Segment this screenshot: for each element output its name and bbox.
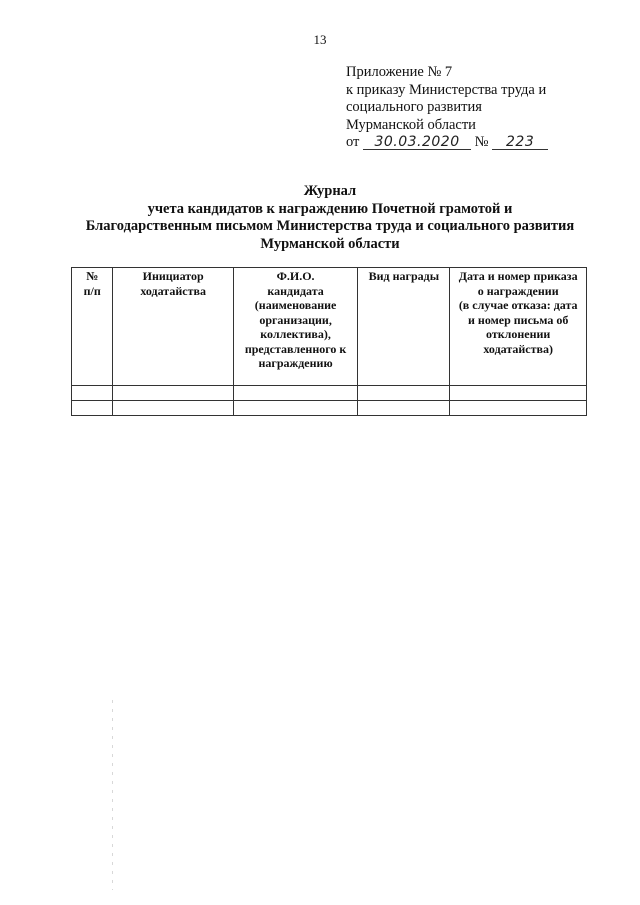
page-number: 13 [313, 32, 327, 47]
appendix-line: Мурманской области [346, 116, 476, 133]
scan-margin-artifact [112, 700, 113, 890]
journal-title [60, 183, 600, 253]
handwritten-number: 223 [492, 135, 548, 150]
title-line: Благодарственным письмом Министерства труда и социального развития [85, 218, 575, 234]
header-award-type: Вид награды [358, 268, 450, 386]
table-cell [358, 400, 450, 415]
table-row [72, 385, 587, 400]
table-header-row [72, 268, 587, 386]
order-date-number-row [346, 134, 548, 152]
header-number: № п/п [72, 268, 113, 386]
table-cell [113, 400, 233, 415]
table-row [72, 400, 587, 415]
appendix-block [346, 64, 548, 152]
from-label: от [346, 134, 360, 150]
appendix-line: социального развития [346, 99, 482, 115]
table-cell [450, 385, 587, 400]
number-label: № [474, 134, 489, 150]
table-cell [72, 400, 113, 415]
table-cell [72, 385, 113, 400]
table-cell [450, 400, 587, 415]
title-line: учета кандидатов к награждению Почетной грамотой и [147, 200, 513, 217]
table-cell [113, 385, 233, 400]
appendix-line: к приказу Министерства труда и [346, 81, 547, 98]
title-line: Журнал [303, 183, 357, 199]
journal-table [71, 267, 587, 416]
title-line: Мурманской области [260, 235, 400, 252]
table-cell [358, 385, 450, 400]
table-cell [233, 400, 357, 415]
appendix-line: Приложение № 7 [346, 64, 453, 80]
handwritten-date: 30.03.2020 [363, 135, 471, 150]
table-cell [233, 385, 357, 400]
header-candidate: Ф.И.О. кандидата (наименование организации, коллектива), представленного к награждению [233, 268, 357, 386]
header-initiator: Инициатор ходатайства [113, 268, 233, 386]
header-order-date-number: Дата и номер приказа о награждении (в случае отказа: дата и номер письма об отклонении ходатайства) [450, 268, 587, 386]
